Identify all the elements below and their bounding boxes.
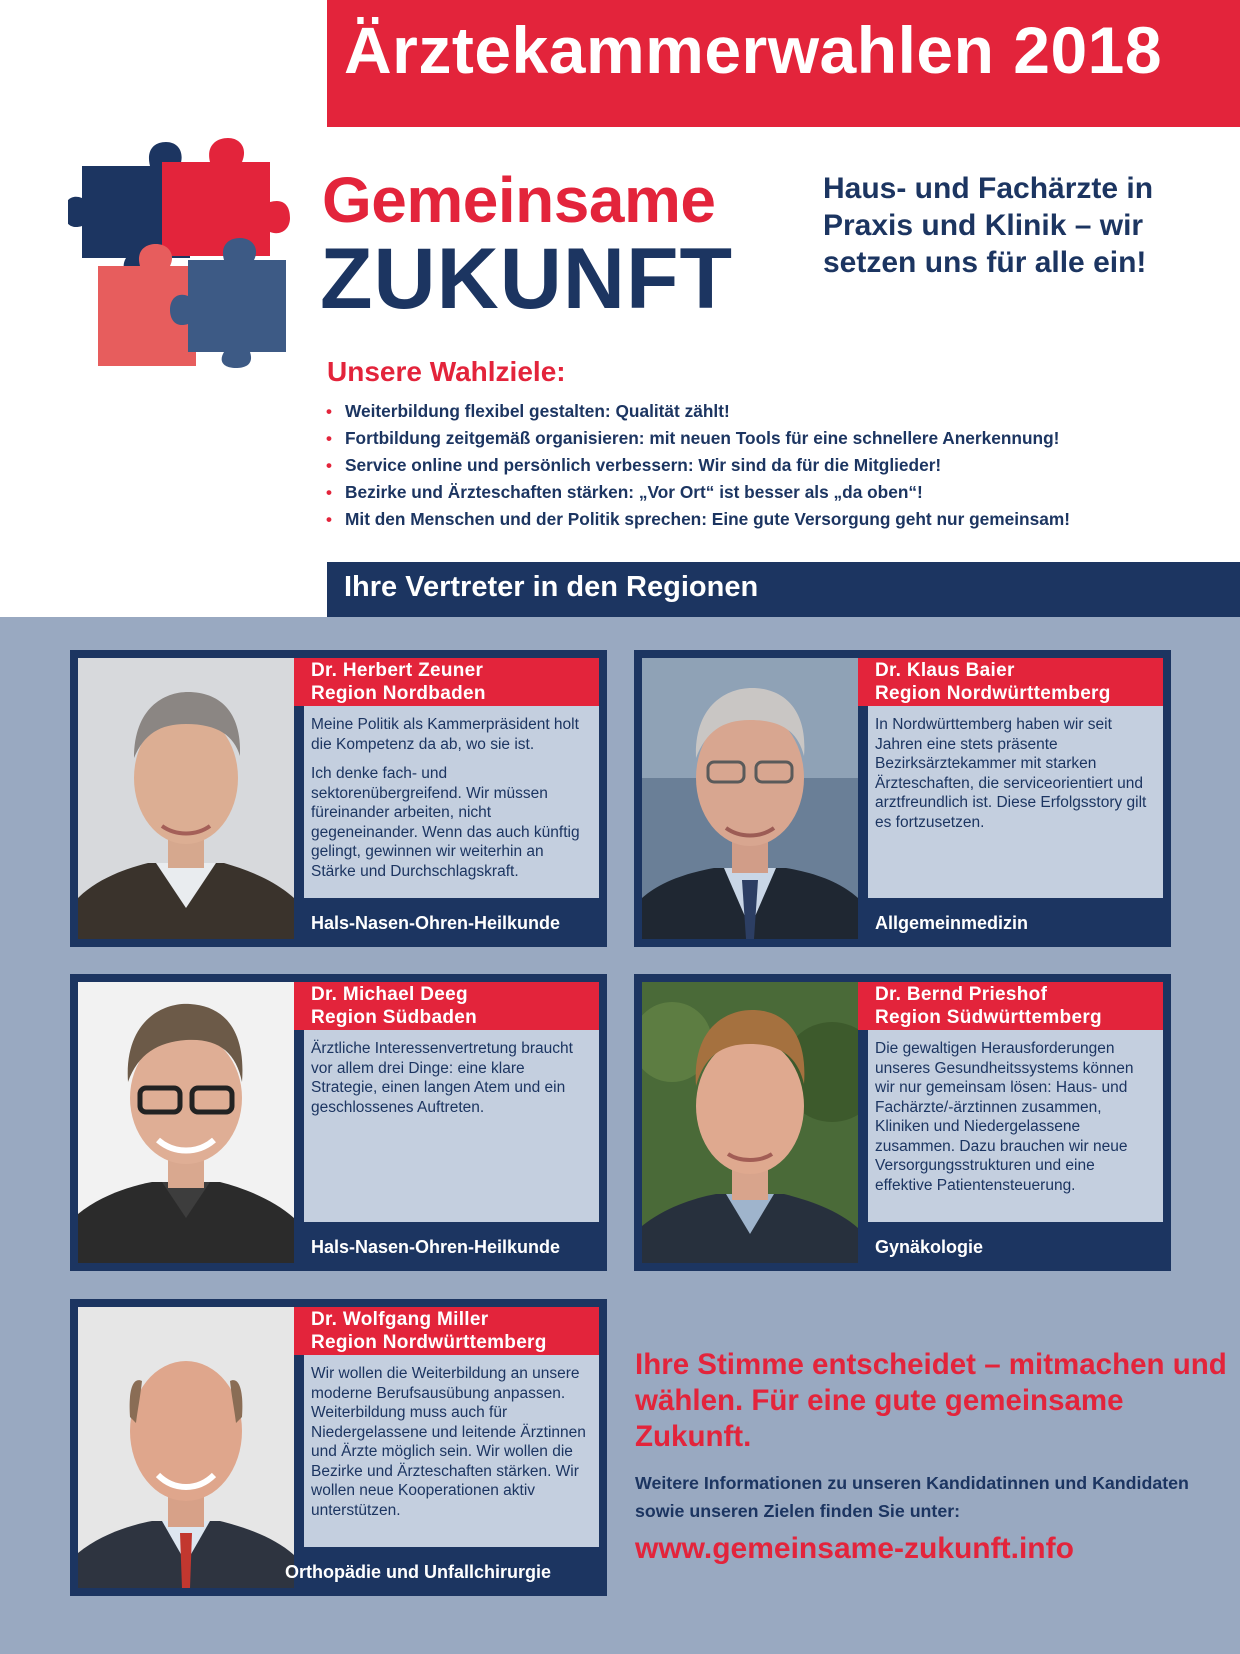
candidate-name: Dr. Michael Deeg	[311, 984, 468, 1005]
statement-paragraph: Meine Politik als Kammerpräsident holt die Kompetenz da ab, wo sie ist.	[311, 716, 579, 753]
divider	[294, 1030, 304, 1222]
bullet-icon: •	[326, 483, 332, 502]
candidate-header	[858, 658, 1163, 706]
bullet-icon: •	[326, 429, 332, 448]
candidate-photo	[78, 1307, 294, 1588]
candidate-specialty: Gynäkologie	[875, 1237, 984, 1257]
candidate-header	[294, 1307, 599, 1355]
candidate-photo	[642, 982, 858, 1263]
divider	[294, 706, 304, 898]
statement-paragraph: In Nordwürttemberg haben wir seit Jahren eine stets präsente Bezirksärztekammer mit starken Ärzteschaften, die serviceorientiert und arztfreundlich ist. Diese Erfolgsstory gilt es fortzusetzen.	[875, 716, 1147, 831]
portrait-icon	[78, 658, 294, 939]
candidate-text-area	[285, 1307, 599, 1588]
candidate-specialty: Hals-Nasen-Ohren-Heilkunde	[311, 1237, 561, 1257]
portrait-icon	[78, 982, 294, 1263]
candidate-text-area	[858, 982, 1163, 1263]
candidate-specialty: Hals-Nasen-Ohren-Heilkunde	[311, 913, 561, 933]
regions-banner	[327, 562, 1240, 617]
divider	[858, 706, 868, 898]
candidate-header	[294, 658, 599, 706]
candidate-name: Dr. Herbert Zeuner	[311, 660, 484, 681]
candidate-header	[294, 982, 599, 1030]
candidate-region: Region Nordwürttemberg	[311, 1332, 547, 1353]
bullet-icon: •	[326, 510, 332, 529]
website-link[interactable]: www.gemeinsame-zukunft.info	[635, 1532, 1074, 1565]
cta-info: Weitere Informationen zu unseren Kandidatinnen und Kandidaten sowie unseren Zielen finden Sie unter:	[635, 1473, 1189, 1521]
statement-paragraph: Ich denke fach- und sektorenübergreifend. Wir müssen füreinander arbeiten, nicht gegeneinander. Wenn das auch künftig gelingt, gewinnen wir weiterhin an Stärke und Durchschlagskraft.	[311, 765, 580, 880]
cta-title: Ihre Stimme entscheidet – mitmachen und wählen. Für eine gute gemeinsame Zukunft.	[635, 1348, 1227, 1453]
candidate-header	[858, 982, 1163, 1030]
candidate-region: Region Nordbaden	[311, 683, 486, 704]
puzzle-logo-icon	[68, 132, 300, 370]
portrait-icon	[78, 1307, 294, 1588]
candidate-card	[634, 974, 1171, 1271]
page-title: Ärztekammerwahlen 2018	[344, 13, 1163, 87]
candidate-region: Region Südwürttemberg	[875, 1007, 1102, 1028]
candidate-card	[70, 650, 607, 947]
candidate-region: Region Südbaden	[311, 1007, 477, 1028]
candidate-name: Dr. Klaus Baier	[875, 660, 1015, 681]
candidate-photo	[78, 982, 294, 1263]
candidate-text-area	[294, 982, 599, 1263]
candidate-statement	[304, 1030, 599, 1222]
goal-item: • Weiterbildung flexibel gestalten: Qualität zählt!	[323, 398, 1223, 425]
goal-item: • Fortbildung zeitgemäß organisieren: mit neuen Tools für eine schnellere Anerkennung!	[323, 425, 1223, 452]
portrait-icon	[642, 982, 858, 1263]
candidate-region: Region Nordwürttemberg	[875, 683, 1111, 704]
candidate-statement	[868, 1030, 1163, 1222]
bullet-icon: •	[326, 402, 332, 421]
divider	[858, 1030, 868, 1222]
candidate-statement	[868, 706, 1163, 898]
candidate-statement	[304, 706, 599, 898]
candidate-specialty: Allgemeinmedizin	[875, 913, 1029, 933]
goals-title: Unsere Wahlziele:	[327, 356, 566, 387]
candidate-card	[634, 650, 1171, 947]
regions-title: Ihre Vertreter in den Regionen	[344, 571, 759, 603]
candidate-text-area	[294, 658, 599, 939]
candidate-text-area	[858, 658, 1163, 939]
candidate-photo	[78, 658, 294, 939]
brand-line-2: ZUKUNFT	[320, 231, 734, 327]
candidate-statement	[304, 1355, 599, 1547]
statement-paragraph: Wir wollen die Weiterbildung an unsere moderne Berufsausübung anpassen. Weiterbildung muss auch für Niedergelassene und leitende Ärztinnen und Ärzte möglich sein. Wir wollen die Bezirke und Ärzteschaften stärken. Wir wollen neue Kooperationen aktiv unterstützen.	[311, 1365, 586, 1519]
candidate-name: Dr. Wolfgang Miller	[311, 1309, 489, 1330]
candidate-name: Dr. Bernd Prieshof	[875, 984, 1048, 1005]
candidate-card	[70, 974, 607, 1271]
statement-paragraph: Die gewaltigen Herausforderungen unseres Gesundheitssystems können wir nur gemeinsam lösen: Haus- und Fachärzte/-ärztinnen zusammen, Kliniken und Niedergelassene zusammen. Dazu brauchen wir neue Versorgungsstrukturen und eine effektive Patientensteuerung.	[875, 1040, 1134, 1194]
candidate-specialty: Orthopädie und Unfallchirurgie	[285, 1562, 552, 1582]
divider	[294, 1355, 304, 1547]
portrait-icon	[642, 658, 858, 939]
goal-item: • Service online und persönlich verbessern: Wir sind da für die Mitglieder!	[323, 452, 1223, 479]
brand-line-1: Gemeinsame	[322, 164, 716, 236]
tagline: Haus- und Fachärzte in Praxis und Klinik – wir setzen uns für alle ein!	[823, 172, 1154, 279]
goal-item: • Mit den Menschen und der Politik sprechen: Eine gute Versorgung geht nur gemeinsam!	[323, 506, 1223, 533]
candidate-photo	[642, 658, 858, 939]
goal-item: • Bezirke und Ärzteschaften stärken: „Vor Ort“ ist besser als „da oben“!	[323, 479, 1223, 506]
bullet-icon: •	[326, 456, 332, 475]
goals-list	[323, 398, 1223, 533]
statement-paragraph: Ärztliche Interessenvertretung braucht vor allem drei Dinge: eine klare Strategie, einen langen Atem und ein geschlossenes Auftreten.	[311, 1040, 573, 1116]
candidate-card	[70, 1299, 607, 1596]
